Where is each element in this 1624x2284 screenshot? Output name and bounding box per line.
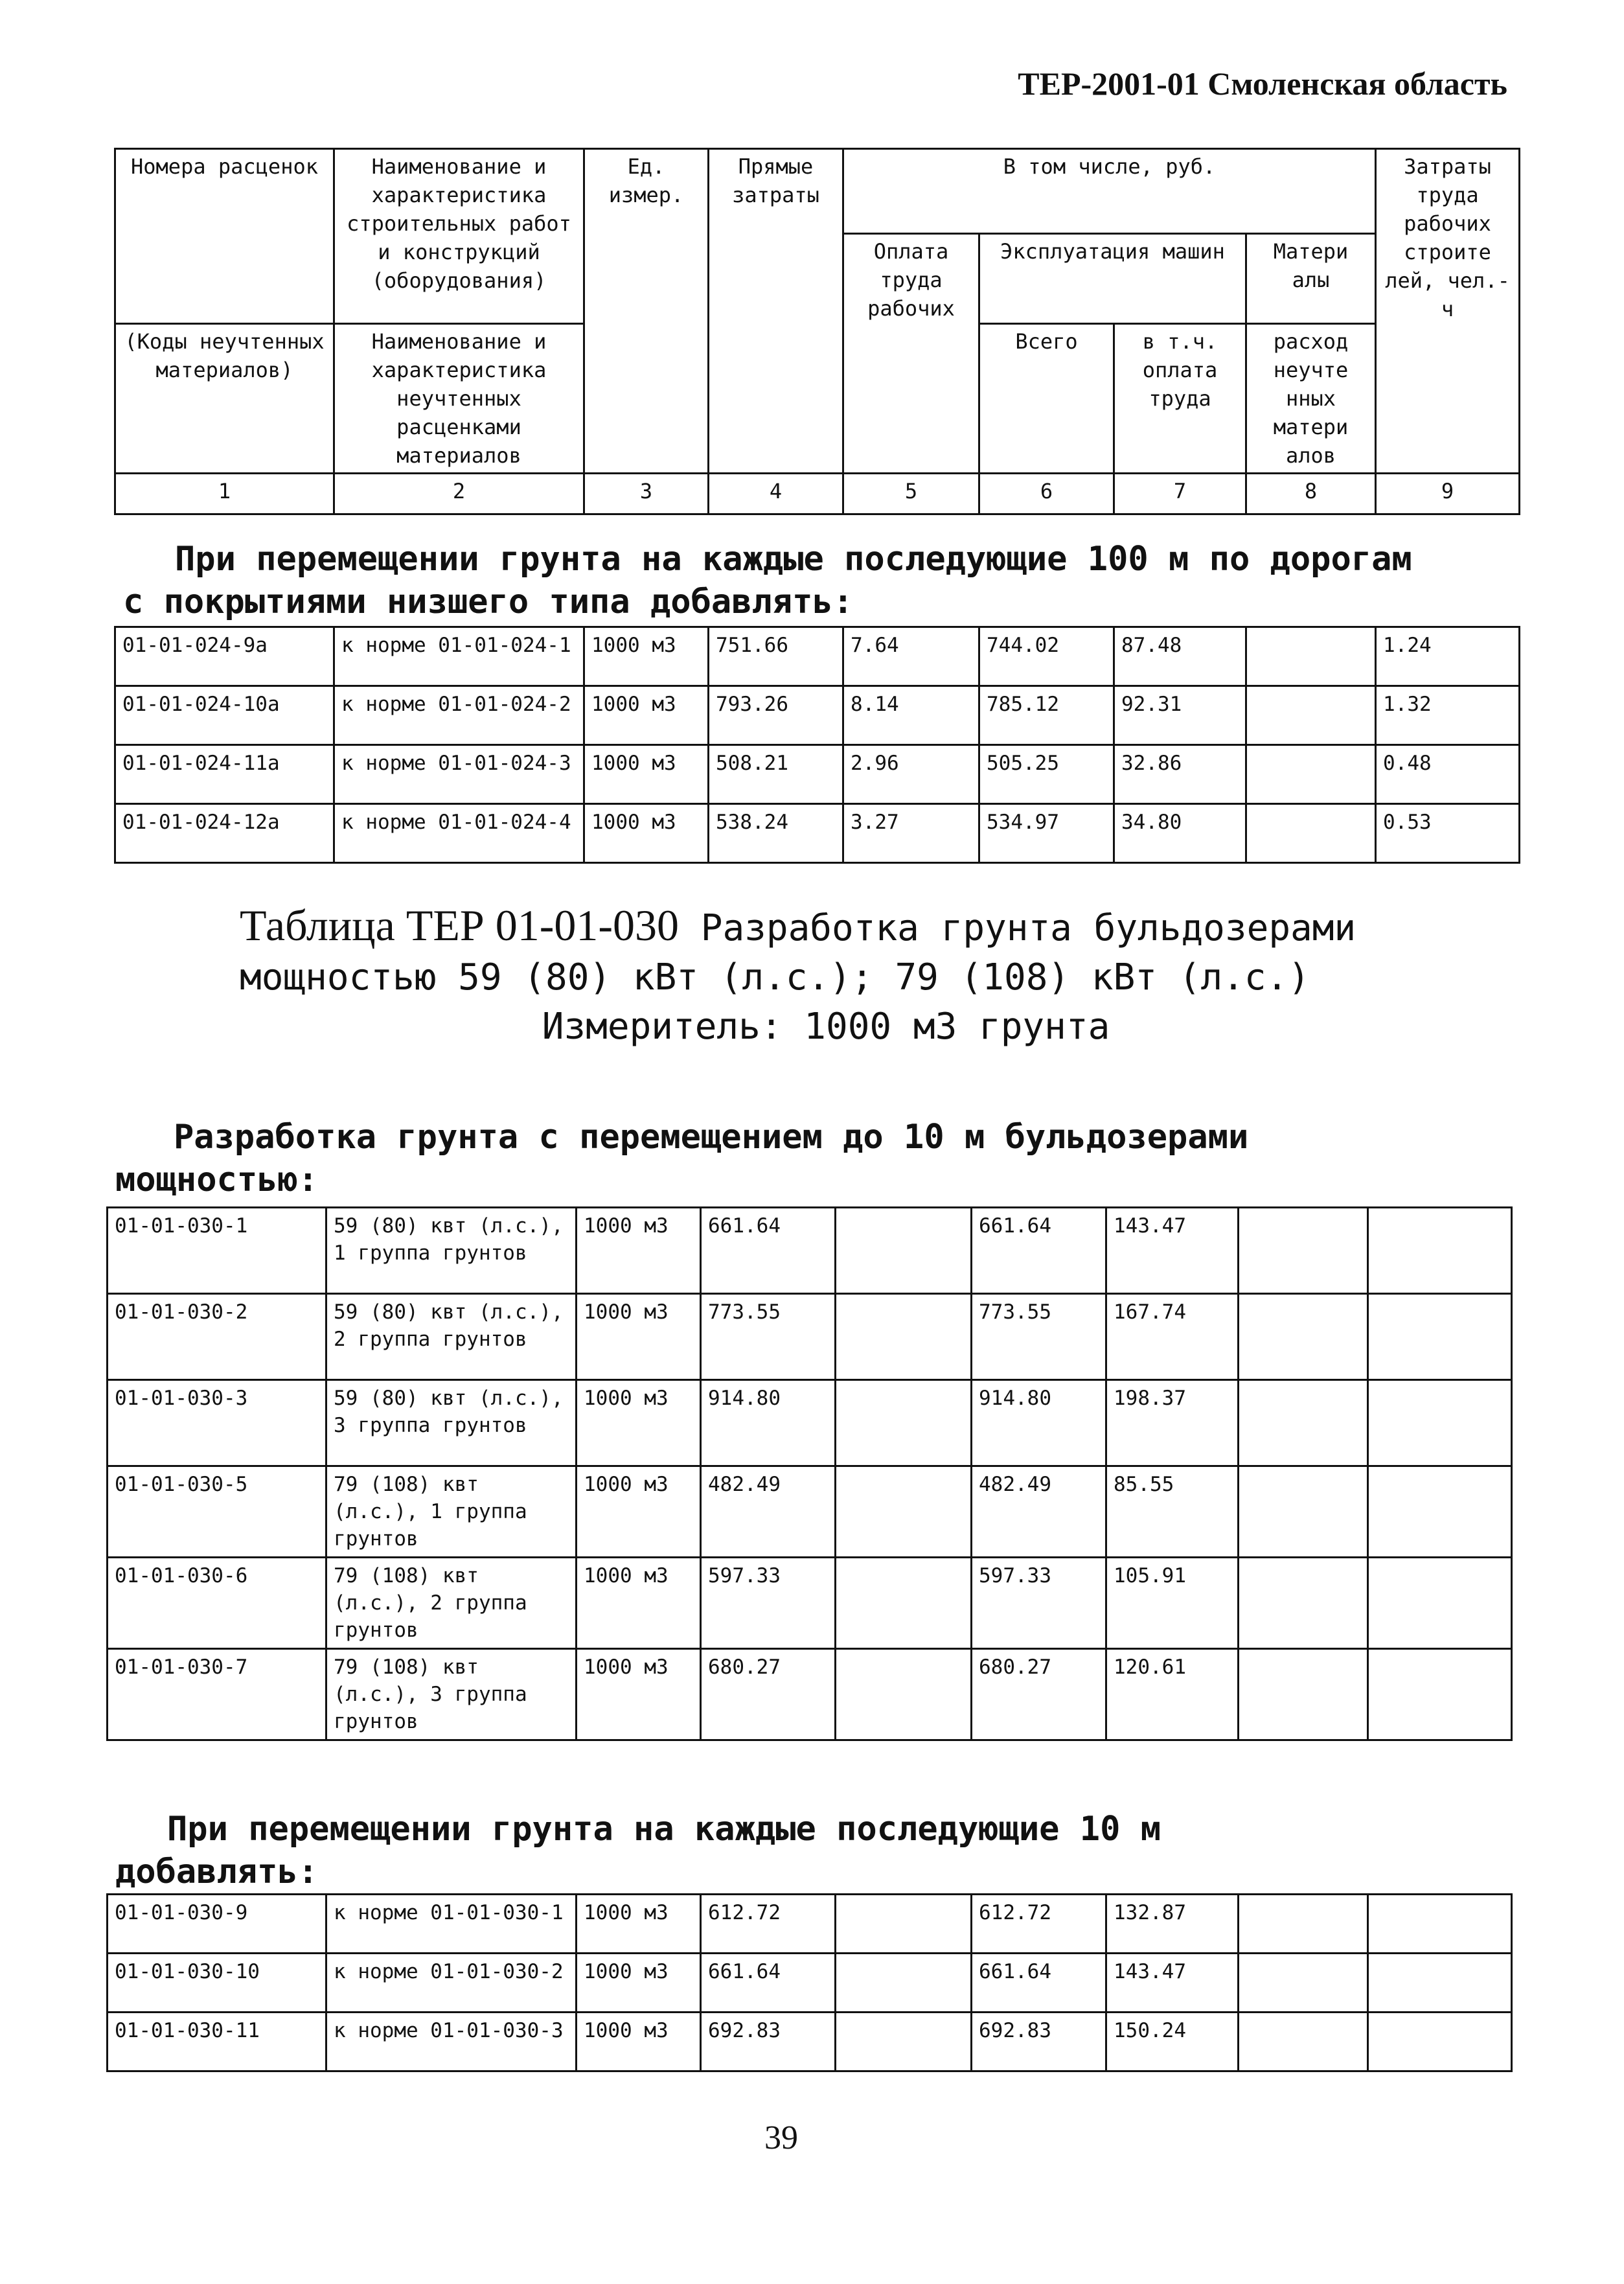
col-header-machines-group: Эксплуатация машин xyxy=(979,234,1246,324)
materials xyxy=(1239,1208,1368,1294)
machines-total: 773.55 xyxy=(972,1294,1106,1380)
table-row xyxy=(108,1208,1512,1294)
unit: 1000 м3 xyxy=(577,1466,701,1558)
labor-hours xyxy=(1368,1466,1512,1558)
direct-costs: 914.80 xyxy=(701,1380,836,1466)
unit: 1000 м3 xyxy=(577,1558,701,1649)
col-header-machines-labor: в т.ч. оплата труда xyxy=(1114,324,1246,474)
unit: 1000 м3 xyxy=(577,2013,701,2071)
rate-code: 01-01-030-7 xyxy=(108,1649,326,1740)
rate-code: 01-01-030-9 xyxy=(108,1895,326,1954)
labor-pay xyxy=(836,2013,972,2071)
materials xyxy=(1239,1294,1368,1380)
section3-heading: При перемещении грунта на каждые последующие 10 м добавлять: xyxy=(115,1810,1161,1891)
work-description: к норме 01-01-030-3 xyxy=(326,2013,577,2071)
machines-labor: 34.80 xyxy=(1114,804,1246,863)
table-row xyxy=(115,686,1520,745)
col-header-including-group: В том числе, руб. xyxy=(843,149,1376,234)
rate-code: 01-01-024-11a xyxy=(115,745,334,804)
labor-pay xyxy=(836,1466,972,1558)
machines-total: 680.27 xyxy=(972,1649,1106,1740)
column-numbers-row xyxy=(115,474,1520,514)
table-row xyxy=(108,1380,1512,1466)
direct-costs: 661.64 xyxy=(701,1954,836,2013)
materials xyxy=(1239,1380,1368,1466)
materials xyxy=(1239,1558,1368,1649)
unit: 1000 м3 xyxy=(584,745,709,804)
table-row xyxy=(108,1294,1512,1380)
rate-code: 01-01-030-6 xyxy=(108,1558,326,1649)
work-description: к норме 01-01-024-4 xyxy=(334,804,584,863)
machines-labor: 143.47 xyxy=(1106,1208,1239,1294)
table-row xyxy=(108,2013,1512,2071)
machines-total: 692.83 xyxy=(972,2013,1106,2071)
direct-costs: 773.55 xyxy=(701,1294,836,1380)
work-description: к норме 01-01-030-2 xyxy=(326,1954,577,2013)
direct-costs: 793.26 xyxy=(709,686,843,745)
labor-hours xyxy=(1368,1294,1512,1380)
work-description: 59 (80) квт (л.с.), 3 группа грунтов xyxy=(326,1380,577,1466)
work-description: к норме 01-01-024-3 xyxy=(334,745,584,804)
machines-total: 505.25 xyxy=(979,745,1114,804)
section1-heading: При перемещении грунта на каждые последующие 100 м по дорогам с покрытиями низшего типа добавлять: xyxy=(123,540,1412,621)
col-header-material-names: Наименование и характеристика неучтенных расценками материалов xyxy=(334,324,584,474)
document-header: ТЕР-2001-01 Смоленская область xyxy=(1018,65,1507,102)
section2-heading: Разработка грунта с перемещением до 10 м бульдозерами мощностью: xyxy=(115,1118,1249,1199)
section2-table xyxy=(106,1206,1513,1741)
col-number: 2 xyxy=(334,474,584,514)
table-title xyxy=(240,901,1503,1052)
labor-pay: 2.96 xyxy=(843,745,979,804)
labor-pay xyxy=(836,1294,972,1380)
table-row xyxy=(108,1954,1512,2013)
machines-labor: 132.87 xyxy=(1106,1895,1239,1954)
col-header-labor-hours: Затраты труда рабочих строите лей, чел.-ч xyxy=(1376,149,1520,474)
unit: 1000 м3 xyxy=(577,1294,701,1380)
table-row xyxy=(108,1649,1512,1740)
table-title-number: Таблица ТЕР 01-01-030 xyxy=(240,901,680,950)
work-description: 59 (80) квт (л.с.), 2 группа грунтов xyxy=(326,1294,577,1380)
machines-labor: 105.91 xyxy=(1106,1558,1239,1649)
labor-hours: 0.48 xyxy=(1376,745,1520,804)
machines-labor: 143.47 xyxy=(1106,1954,1239,2013)
machines-total: 661.64 xyxy=(972,1954,1106,2013)
col-header-machines-total: Всего xyxy=(979,324,1114,474)
rate-code: 01-01-030-10 xyxy=(108,1954,326,2013)
unit: 1000 м3 xyxy=(577,1954,701,2013)
machines-labor: 87.48 xyxy=(1114,627,1246,686)
work-description: 79 (108) квт (л.с.), 1 группа грунтов xyxy=(326,1466,577,1558)
labor-hours: 1.32 xyxy=(1376,686,1520,745)
labor-hours xyxy=(1368,1558,1512,1649)
direct-costs: 661.64 xyxy=(701,1208,836,1294)
col-number: 4 xyxy=(709,474,843,514)
labor-hours xyxy=(1368,2013,1512,2071)
machines-total: 482.49 xyxy=(972,1466,1106,1558)
materials xyxy=(1239,1954,1368,2013)
direct-costs: 597.33 xyxy=(701,1558,836,1649)
materials xyxy=(1246,686,1376,745)
machines-labor: 150.24 xyxy=(1106,2013,1239,2071)
labor-pay xyxy=(836,1558,972,1649)
labor-hours xyxy=(1368,1954,1512,2013)
col-header-material-codes: (Коды неучтенных материалов) xyxy=(115,324,334,474)
work-description: к норме 01-01-024-1 xyxy=(334,627,584,686)
rate-code: 01-01-030-5 xyxy=(108,1466,326,1558)
materials xyxy=(1246,745,1376,804)
rate-code: 01-01-030-11 xyxy=(108,2013,326,2071)
work-description: 59 (80) квт (л.с.), 1 группа грунтов xyxy=(326,1208,577,1294)
machines-total: 534.97 xyxy=(979,804,1114,863)
unit: 1000 м3 xyxy=(577,1895,701,1954)
direct-costs: 612.72 xyxy=(701,1895,836,1954)
col-number: 8 xyxy=(1246,474,1376,514)
materials xyxy=(1239,1466,1368,1558)
materials xyxy=(1239,1649,1368,1740)
column-header-table xyxy=(114,148,1520,515)
machines-labor: 92.31 xyxy=(1114,686,1246,745)
labor-pay: 8.14 xyxy=(843,686,979,745)
materials xyxy=(1239,2013,1368,2071)
unit: 1000 м3 xyxy=(577,1649,701,1740)
machines-labor: 167.74 xyxy=(1106,1294,1239,1380)
col-number: 9 xyxy=(1376,474,1520,514)
rate-code: 01-01-024-9a xyxy=(115,627,334,686)
rate-code: 01-01-030-2 xyxy=(108,1294,326,1380)
col-number: 1 xyxy=(115,474,334,514)
col-header-direct-costs: Прямые затраты xyxy=(709,149,843,474)
machines-labor: 120.61 xyxy=(1106,1649,1239,1740)
page-number: 39 xyxy=(764,2119,798,2156)
rate-code: 01-01-030-3 xyxy=(108,1380,326,1466)
table-title-text: Разработка грунта бульдозерами мощностью 59 (80) кВт (л.с.); 79 (108) кВт (л.с.) xyxy=(240,907,1356,998)
direct-costs: 680.27 xyxy=(701,1649,836,1740)
machines-labor: 85.55 xyxy=(1106,1466,1239,1558)
machines-labor: 32.86 xyxy=(1114,745,1246,804)
rate-code: 01-01-024-10a xyxy=(115,686,334,745)
work-description: к норме 01-01-030-1 xyxy=(326,1895,577,1954)
labor-hours xyxy=(1368,1649,1512,1740)
table-row xyxy=(108,1466,1512,1558)
machines-total: 914.80 xyxy=(972,1380,1106,1466)
labor-hours xyxy=(1368,1208,1512,1294)
labor-pay xyxy=(836,1649,972,1740)
materials xyxy=(1246,627,1376,686)
work-description: 79 (108) квт (л.с.), 3 группа грунтов xyxy=(326,1649,577,1740)
machines-total: 744.02 xyxy=(979,627,1114,686)
col-header-labor-pay: Оплата труда рабочих xyxy=(843,234,979,474)
machines-total: 661.64 xyxy=(972,1208,1106,1294)
materials xyxy=(1239,1895,1368,1954)
table-meter: Измеритель: 1000 м3 грунта xyxy=(542,1006,1110,1048)
materials xyxy=(1246,804,1376,863)
labor-hours: 0.53 xyxy=(1376,804,1520,863)
col-header-codes: Номера расценок xyxy=(115,149,334,324)
col-number: 3 xyxy=(584,474,709,514)
table-row xyxy=(115,804,1520,863)
machines-total: 597.33 xyxy=(972,1558,1106,1649)
col-header-unit: Ед. измер. xyxy=(584,149,709,474)
section1-table xyxy=(114,626,1520,864)
labor-hours xyxy=(1368,1895,1512,1954)
direct-costs: 751.66 xyxy=(709,627,843,686)
direct-costs: 692.83 xyxy=(701,2013,836,2071)
rate-code: 01-01-030-1 xyxy=(108,1208,326,1294)
unit: 1000 м3 xyxy=(584,686,709,745)
direct-costs: 538.24 xyxy=(709,804,843,863)
col-number: 7 xyxy=(1114,474,1246,514)
table-row xyxy=(115,745,1520,804)
labor-hours: 1.24 xyxy=(1376,627,1520,686)
unit: 1000 м3 xyxy=(584,804,709,863)
rate-code: 01-01-024-12a xyxy=(115,804,334,863)
labor-pay xyxy=(836,1208,972,1294)
labor-pay: 3.27 xyxy=(843,804,979,863)
machines-labor: 198.37 xyxy=(1106,1380,1239,1466)
direct-costs: 508.21 xyxy=(709,745,843,804)
direct-costs: 482.49 xyxy=(701,1466,836,1558)
work-description: к норме 01-01-024-2 xyxy=(334,686,584,745)
table-row xyxy=(115,627,1520,686)
labor-pay xyxy=(836,1895,972,1954)
machines-total: 612.72 xyxy=(972,1895,1106,1954)
unit: 1000 м3 xyxy=(577,1380,701,1466)
col-header-name: Наименование и характеристика строительных работ и конструкций (оборудования) xyxy=(334,149,584,324)
labor-pay: 7.64 xyxy=(843,627,979,686)
col-header-material-usage: расход неучте нных матери алов xyxy=(1246,324,1376,474)
unit: 1000 м3 xyxy=(584,627,709,686)
col-number: 6 xyxy=(979,474,1114,514)
labor-hours xyxy=(1368,1380,1512,1466)
table-row xyxy=(108,1558,1512,1649)
section3-table xyxy=(106,1893,1513,2072)
labor-pay xyxy=(836,1954,972,2013)
col-header-materials: Матери алы xyxy=(1246,234,1376,324)
unit: 1000 м3 xyxy=(577,1208,701,1294)
table-row xyxy=(108,1895,1512,1954)
col-number: 5 xyxy=(843,474,979,514)
machines-total: 785.12 xyxy=(979,686,1114,745)
labor-pay xyxy=(836,1380,972,1466)
work-description: 79 (108) квт (л.с.), 2 группа грунтов xyxy=(326,1558,577,1649)
